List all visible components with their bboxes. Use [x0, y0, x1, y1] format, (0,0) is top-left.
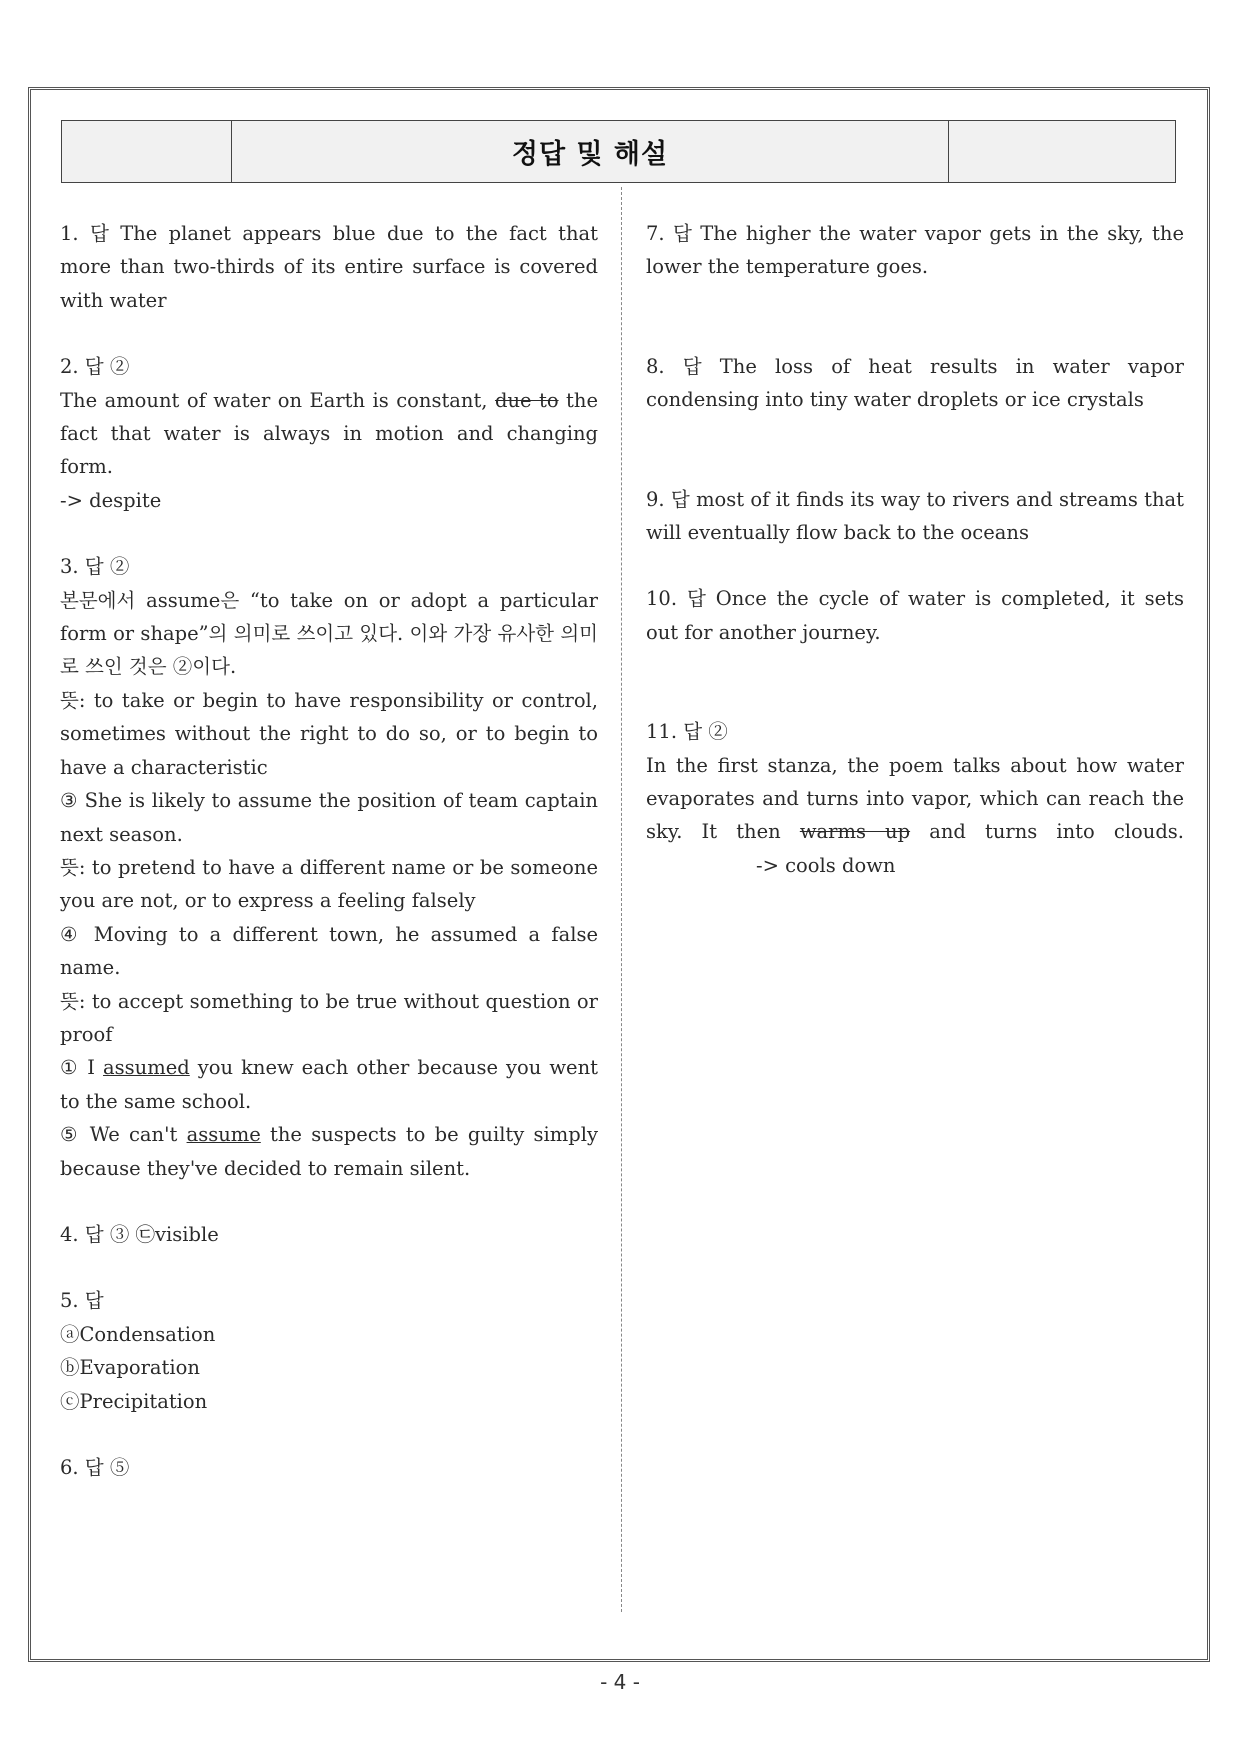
right-column — [646, 217, 1184, 882]
answer-3-label: 3. 답 ② — [60, 555, 130, 579]
answer-5-c: ⓒPrecipitation — [60, 1389, 208, 1413]
answer-4: 4. 답 ③ ㉢visible — [60, 1222, 219, 1246]
answer-11-text — [646, 749, 1184, 883]
page-title: 정답 및 해설 — [511, 139, 669, 170]
title-right-cell — [948, 121, 1175, 182]
example-1-underlined: assumed — [103, 1056, 190, 1080]
example-1-post: you knew each other because you went to the same school. — [60, 1056, 598, 1113]
meaning-1: 뜻: to take or begin to have responsibility or control, sometimes without the right to do so, or to begin to have a characteristic — [60, 688, 598, 779]
answer-10-label: 10. 답 — [646, 587, 706, 611]
title-bar — [61, 120, 1176, 183]
example-1-pre: ① I — [60, 1056, 104, 1080]
answer-2-pre: The amount of water on Earth is constant, — [60, 388, 495, 412]
example-1 — [60, 1051, 598, 1118]
answer-5-b: ⓑEvaporation — [60, 1356, 200, 1380]
answer-2-correction: -> despite — [60, 488, 162, 512]
answer-11-label: 11. 답 ② — [646, 720, 728, 744]
meaning-3: 뜻: to accept something to be true without question or proof — [60, 989, 598, 1046]
answer-10 — [646, 582, 1184, 649]
answer-2-text — [60, 384, 598, 484]
answer-11-correction: -> cools down — [756, 853, 896, 877]
answer-7 — [646, 217, 1184, 284]
left-column — [60, 217, 598, 1484]
example-5 — [60, 1118, 598, 1185]
answer-5-label: 5. 답 — [60, 1289, 104, 1313]
answer-2-label: 2. 답 ② — [60, 355, 130, 379]
answer-5-a: ⓐCondensation — [60, 1322, 216, 1346]
answer-10-text: Once the cycle of water is completed, it sets out for another journey. — [646, 587, 1184, 644]
answer-11-struck: warms up — [799, 820, 911, 844]
answer-9-text: most of it finds its way to rivers and streams that will eventually flow back to the oceans — [646, 487, 1185, 545]
answer-2-post: the fact that water is always in motion and changing form. — [60, 388, 598, 479]
answer-11-pre: In the first stanza, the poem talks about how water evaporates and turns into vapor, which can reach the sky. It then — [646, 753, 1184, 844]
title-left-cell — [62, 121, 232, 182]
example-5-post: the suspects to be guilty simply because they've decided to remain silent. — [60, 1123, 598, 1180]
answer-6: 6. 답 ⑤ — [60, 1456, 130, 1479]
answer-1-text: The planet appears blue due to the fact that more than two-thirds of its entire surface is covered with water — [60, 222, 598, 312]
column-divider — [621, 187, 622, 1612]
answer-3-explanation: 본문에서 assume은 “to take on or adopt a particular form or shape”의 의미로 쓰이고 있다. 이와 가장 유사한 의미로 쓰인 것은 ②이다. — [60, 588, 598, 679]
answer-1 — [60, 217, 598, 317]
answer-7-label: 7. 답 — [646, 222, 692, 245]
example-5-pre: ⑤ We can't — [60, 1123, 187, 1147]
answer-7-text: The higher the water vapor gets in the sky, the lower the temperature goes. — [646, 222, 1184, 279]
answer-8-text: The loss of heat results in water vapor condensing into tiny water droplets or ice crystals — [646, 354, 1185, 412]
answer-9 — [646, 483, 1184, 550]
answer-8-label: 8. 답 — [646, 354, 702, 378]
answer-11-post: and turns into clouds. — [910, 820, 1185, 844]
example-4: ④ Moving to a different town, he assumed a false name. — [60, 922, 598, 980]
answer-2-struck: due to — [494, 388, 559, 412]
example-3: ③ She is likely to assume the position of team captain next season. — [60, 789, 598, 846]
answer-1-label: 1. 답 — [60, 222, 109, 245]
answer-8 — [646, 350, 1184, 417]
meaning-2: 뜻: to pretend to have a different name or be someone you are not, or to express a feeling falsely — [60, 855, 598, 913]
page-number: - 4 - — [600, 1670, 640, 1694]
example-5-underlined: assume — [186, 1123, 261, 1147]
answer-9-label: 9. 답 — [646, 487, 690, 511]
